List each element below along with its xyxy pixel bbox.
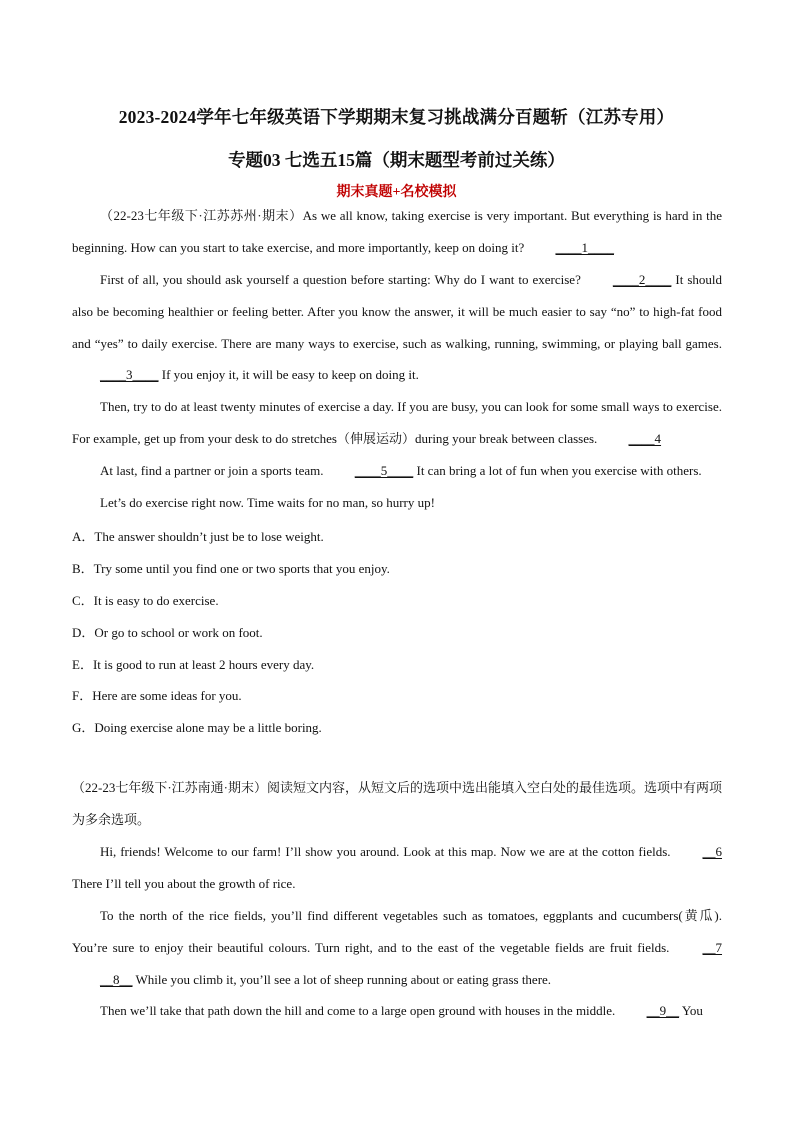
passage1-text: It can bring a lot of fun when you exercise with others. [416, 463, 702, 478]
passage1-paragraph1 [72, 200, 722, 264]
blank-2: ____2____ [612, 272, 672, 287]
option-f: F．Here are some ideas for you. [72, 688, 242, 703]
passage1-text: Then, try to do at least twenty minutes of exercise a day. If you are busy, you can look for some small ways to exercise. For example, get up from your desk to do stretches（伸展运动）during your break between classes. [72, 399, 722, 446]
option-c: C．It is easy to do exercise. [72, 593, 219, 608]
option-b: B．Try some until you find one or two sports that you enjoy. [72, 561, 390, 576]
passage1-text: （22-23七年级下·江苏苏州·期末）As we all know, taking exercise is very important. But everything is hard in the beginning. How can you start to take exercise, and more importantly, keep on doing it? [72, 208, 722, 255]
passage1-text: First of all, you should ask yourself a question before starting: Why do I want to exercise? [100, 272, 581, 287]
passage2-text: While you climb it, you’ll see a lot of sheep running about or eating grass there. [135, 971, 552, 987]
passage1-text: At last, find a partner or join a sports team. [100, 463, 324, 478]
passage1-paragraph2 [72, 264, 722, 391]
option-g: G．Doing exercise alone may be a little boring. [72, 720, 322, 735]
section-label: 期末真题+名校模拟 [336, 185, 457, 200]
passage1-text: If you enjoy it, it will be easy to keep on doing it. [161, 367, 419, 383]
passage2-text: You [681, 1003, 703, 1018]
option-e: E．It is good to run at least 2 hours every day. [72, 657, 315, 672]
passage2-paragraph2 [72, 900, 722, 995]
passage1-paragraph4 [72, 455, 722, 487]
document-title: 2023-2024学年七年级英语下学期期末复习挑战满分百题斩（江苏专用） [118, 107, 675, 127]
passage2-text: To the north of the rice fields, you’ll find different vegetables such as tomatoes, eggplants and cucumbers(黄瓜). You’re sure to enjoy their beautiful colours. Turn right, and to the east of the vegetable fields are fruit fields. [72, 908, 722, 955]
document-subtitle: 专题03 七选五15篇（期末题型考前过关练） [228, 150, 565, 170]
passage2-paragraph1 [72, 836, 722, 900]
blank-8: __8__ [100, 971, 133, 987]
blank-9: __9__ [646, 1003, 680, 1018]
blank-7: __7 [702, 939, 723, 955]
passage1-paragraph5: Let’s do exercise right now. Time waits for no man, so hurry up! [100, 495, 435, 510]
blank-4: ____4 [628, 430, 662, 446]
passage2-intro: （22-23七年级下·江苏南通·期末）阅读短文内容，从短文后的选项中选出能填入空白处的最佳选项。选项中有两项为多余选项。 [72, 780, 722, 827]
passage2-text: Hi, friends! Welcome to our farm! I’ll show you around. Look at this map. Now we are at the cotton fields. [100, 844, 671, 859]
passage1-text: It should also be becoming healthier or feeling better. After you know the answer, it will be much easier to say “no” to high-fat food and “yes” to daily exercise. There are many ways to exercise, such as walking, running, swimming, or playing ball games. [72, 272, 722, 351]
option-a: A．The answer shouldn’t just be to lose weight. [72, 529, 324, 544]
passage2-paragraph3 [72, 995, 722, 1027]
passage2-text: Then we’ll take that path down the hill and come to a large open ground with houses in the middle. [100, 1003, 616, 1018]
blank-3: ____3____ [100, 367, 159, 383]
blank-5: ____5____ [354, 463, 414, 478]
option-d: D．Or go to school or work on foot. [72, 625, 263, 640]
passage2-text: There I’ll tell you about the growth of rice. [72, 875, 296, 891]
passage1-paragraph3 [72, 391, 722, 455]
blank-6: __6 [702, 844, 723, 859]
blank-1: ____1____ [555, 239, 614, 255]
